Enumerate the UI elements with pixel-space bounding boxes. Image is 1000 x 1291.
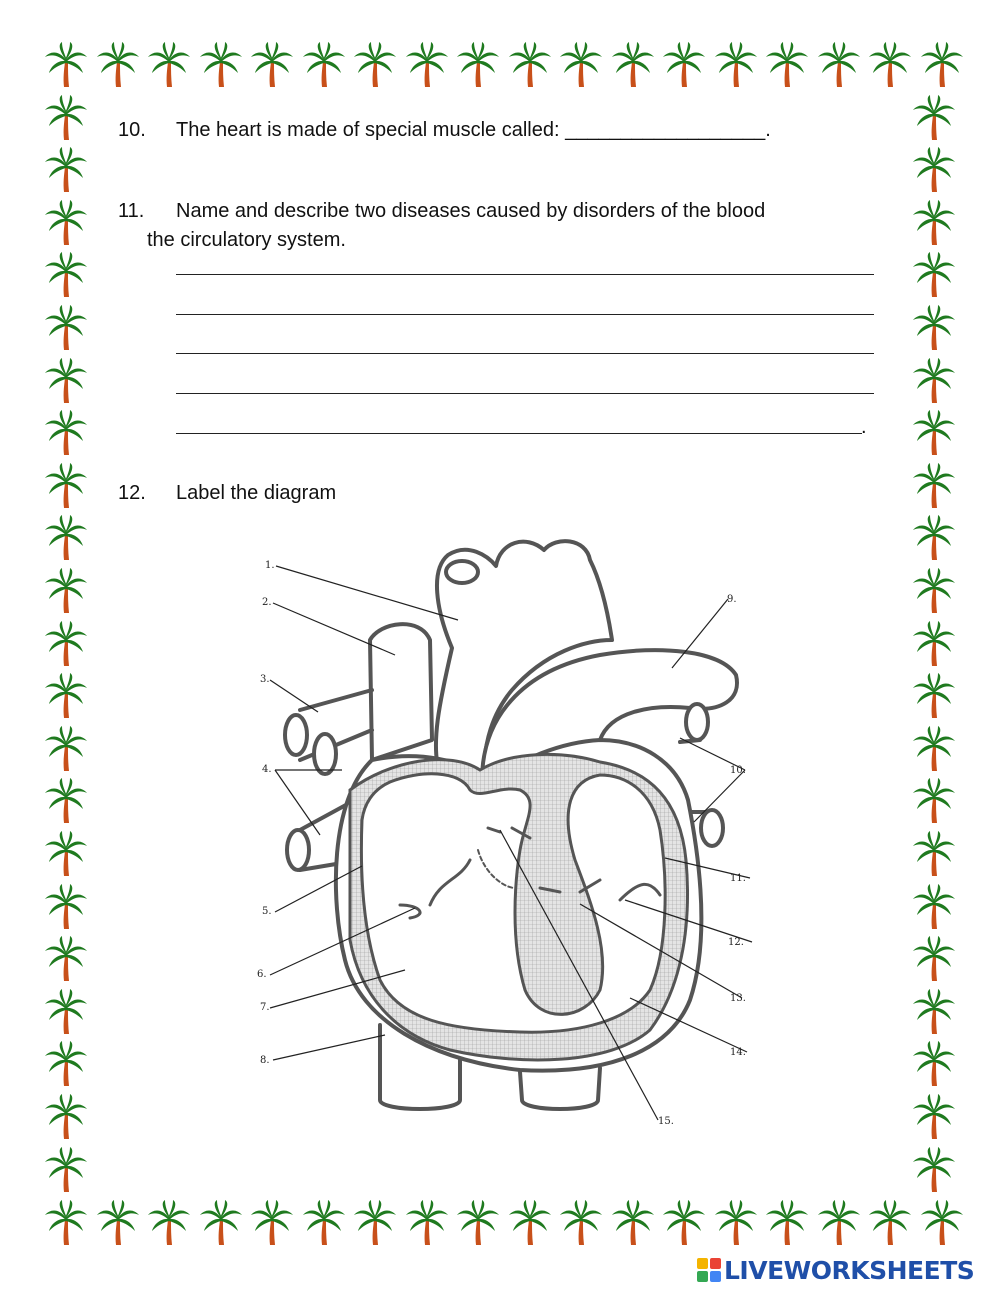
heart-diagram (250, 525, 770, 1130)
palm-tree-icon (44, 1200, 88, 1246)
palm-tree-icon (912, 673, 956, 719)
palm-tree-icon (912, 463, 956, 509)
palm-tree-icon (912, 358, 956, 404)
palm-tree-icon (920, 42, 964, 88)
palm-tree-icon (302, 1200, 346, 1246)
palm-tree-icon (714, 42, 758, 88)
palm-tree-icon (912, 515, 956, 561)
palm-tree-icon (714, 1200, 758, 1246)
answer-line[interactable] (176, 274, 874, 275)
liveworksheets-logo-icon (697, 1258, 721, 1282)
palm-tree-icon (44, 1094, 88, 1140)
palm-tree-icon (44, 463, 88, 509)
label-4: 4. (262, 764, 272, 775)
label-15: 15. (658, 1116, 674, 1127)
palm-tree-icon (44, 989, 88, 1035)
palm-tree-icon (868, 42, 912, 88)
label-7: 7. (260, 1002, 270, 1013)
palm-tree-icon (912, 1094, 956, 1140)
palm-tree-icon (96, 42, 140, 88)
label-11: 11. (730, 873, 746, 884)
palm-tree-icon (912, 305, 956, 351)
answer-end-period: . (861, 416, 867, 438)
label-14: 14. (730, 1047, 746, 1058)
palm-tree-icon (456, 42, 500, 88)
palm-tree-icon (920, 1200, 964, 1246)
palm-tree-icon (912, 147, 956, 193)
palm-tree-icon (912, 252, 956, 298)
palm-tree-icon (44, 936, 88, 982)
question-12-text: Label the diagram (176, 482, 337, 504)
palm-tree-icon (44, 42, 88, 88)
palm-tree-icon (44, 147, 88, 193)
label-1: 1. (265, 560, 275, 571)
palm-tree-icon (765, 42, 809, 88)
palm-tree-icon (250, 1200, 294, 1246)
palm-tree-icon (44, 410, 88, 456)
palm-tree-icon (44, 673, 88, 719)
palm-tree-icon (508, 42, 552, 88)
palm-tree-icon (611, 1200, 655, 1246)
label-5: 5. (262, 906, 272, 917)
palm-tree-icon (662, 1200, 706, 1246)
palm-tree-icon (44, 252, 88, 298)
palm-tree-icon (912, 200, 956, 246)
answer-line[interactable] (176, 353, 874, 354)
brand-name: LIVEWORKSHEETS (724, 1255, 975, 1285)
question-11-number: 11. (118, 200, 145, 222)
palm-tree-icon (912, 778, 956, 824)
palm-tree-icon (559, 42, 603, 88)
palm-tree-icon (44, 831, 88, 877)
label-2: 2. (262, 597, 272, 608)
palm-tree-icon (456, 1200, 500, 1246)
palm-tree-icon (353, 1200, 397, 1246)
label-13: 13. (730, 993, 746, 1004)
palm-tree-icon (912, 989, 956, 1035)
palm-tree-icon (912, 410, 956, 456)
palm-tree-icon (353, 42, 397, 88)
palm-tree-icon (912, 621, 956, 667)
superior-vena-cava (370, 624, 432, 760)
palm-tree-icon (611, 42, 655, 88)
palm-tree-icon (559, 1200, 603, 1246)
palm-tree-icon (912, 568, 956, 614)
palm-tree-icon (44, 515, 88, 561)
palm-tree-icon (912, 884, 956, 930)
question-10-number: 10. (118, 119, 146, 141)
palm-tree-icon (662, 42, 706, 88)
answer-line[interactable] (176, 433, 862, 434)
question-11-text-continued: the circulatory system. (147, 229, 346, 251)
palm-tree-icon (912, 1041, 956, 1087)
label-8: 8. (260, 1055, 270, 1066)
question-12-number: 12. (118, 482, 146, 504)
palm-tree-icon (912, 831, 956, 877)
palm-tree-icon (44, 358, 88, 404)
palm-tree-icon (44, 1147, 88, 1193)
palm-tree-icon (44, 95, 88, 141)
question-11-text: Name and describe two diseases caused by disorders of the blood (176, 200, 766, 222)
palm-tree-icon (868, 1200, 912, 1246)
palm-tree-icon (44, 305, 88, 351)
label-12: 12. (728, 937, 744, 948)
palm-tree-icon (508, 1200, 552, 1246)
palm-tree-icon (147, 1200, 191, 1246)
palm-tree-icon (912, 1147, 956, 1193)
answer-line[interactable] (176, 393, 874, 394)
palm-tree-icon (817, 1200, 861, 1246)
palm-tree-icon (302, 42, 346, 88)
palm-tree-icon (817, 42, 861, 88)
palm-tree-icon (44, 200, 88, 246)
answer-line[interactable] (176, 314, 874, 315)
palm-tree-icon (44, 621, 88, 667)
label-3: 3. (260, 674, 270, 685)
palm-tree-icon (765, 1200, 809, 1246)
palm-tree-icon (96, 1200, 140, 1246)
palm-tree-icon (405, 1200, 449, 1246)
palm-tree-icon (250, 42, 294, 88)
palm-tree-icon (147, 42, 191, 88)
label-10: 10. (730, 765, 746, 776)
liveworksheets-brand (697, 1255, 974, 1285)
question-10-text: The heart is made of special muscle called: __________________. (176, 119, 771, 141)
label-6: 6. (257, 969, 267, 980)
palm-tree-icon (44, 726, 88, 772)
palm-tree-icon (199, 42, 243, 88)
palm-tree-icon (405, 42, 449, 88)
palm-tree-icon (912, 95, 956, 141)
palm-tree-icon (912, 936, 956, 982)
palm-tree-icon (44, 778, 88, 824)
descending-aorta (520, 1068, 600, 1109)
label-9: 9. (727, 594, 737, 605)
palm-tree-icon (199, 1200, 243, 1246)
palm-tree-icon (912, 726, 956, 772)
palm-tree-icon (44, 1041, 88, 1087)
palm-tree-icon (44, 568, 88, 614)
palm-tree-icon (44, 884, 88, 930)
